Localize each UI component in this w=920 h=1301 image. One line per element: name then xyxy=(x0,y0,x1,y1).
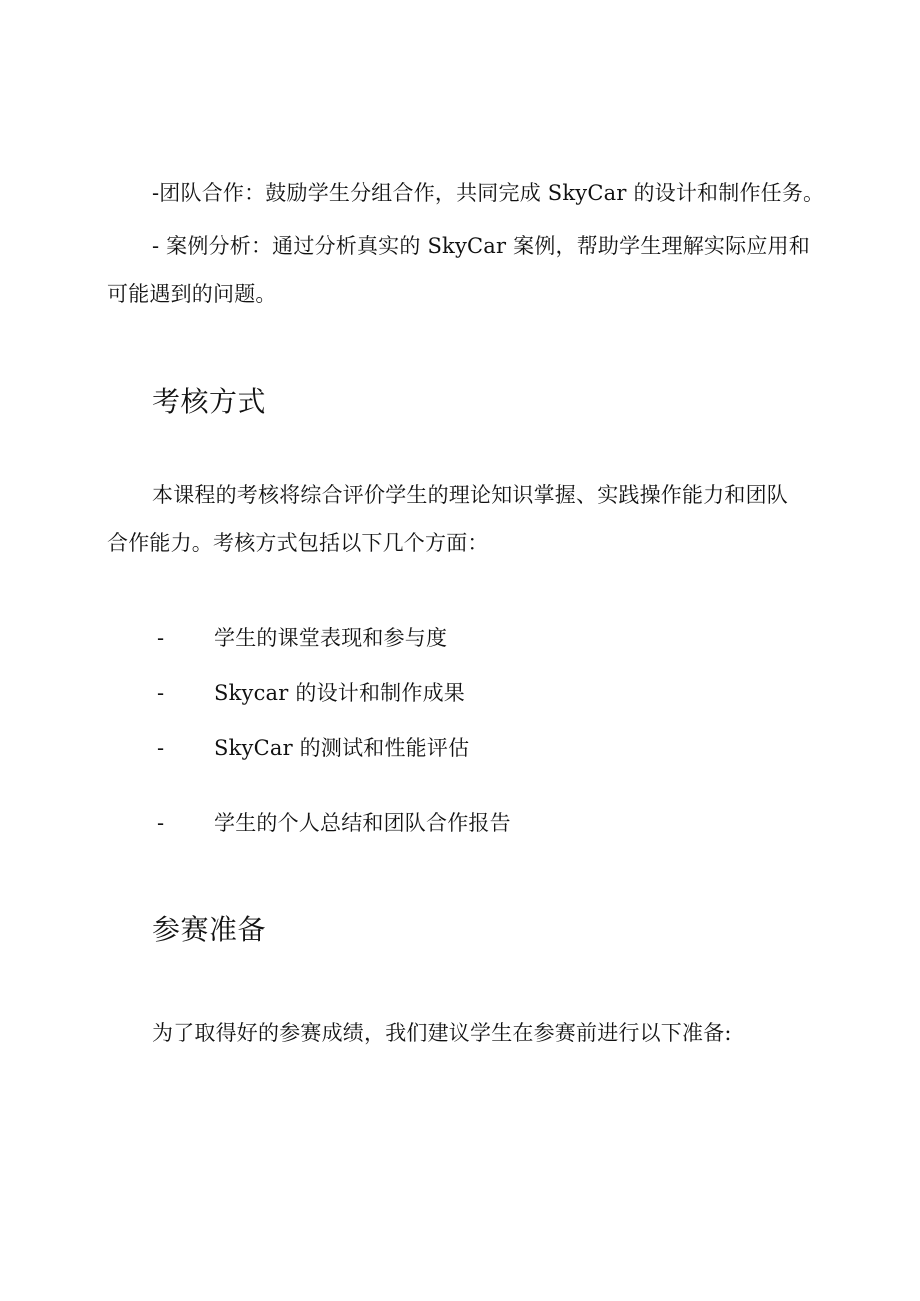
list-item-classroom-performance: 学生的课堂表现和参与度 xyxy=(214,626,448,650)
method-case-analysis-continuation: 可能遇到的问题。 xyxy=(107,282,277,306)
method-case-analysis-line: - 案例分析：通过分析真实的 SkyCar 案例，帮助学生理解实际应用和 xyxy=(152,234,810,258)
list-item-testing-evaluation: SkyCar 的测试和性能评估 xyxy=(214,736,470,760)
method-teamwork-line: -团队合作：鼓励学生分组合作，共同完成 SkyCar 的设计和制作任务。 xyxy=(152,181,825,205)
list-bullet: - xyxy=(157,736,165,760)
preparation-heading: 参赛准备 xyxy=(152,913,267,946)
list-item-design-results: Skycar 的设计和制作成果 xyxy=(214,681,465,705)
list-item-personal-summary: 学生的个人总结和团队合作报告 xyxy=(214,811,511,835)
assessment-heading: 考核方式 xyxy=(152,385,267,418)
list-bullet: - xyxy=(157,811,165,835)
preparation-paragraph-line-1: 为了取得好的参赛成绩，我们建议学生在参赛前进行以下准备: xyxy=(152,1021,732,1045)
assessment-paragraph-line-1: 本课程的考核将综合评价学生的理论知识掌握、实践操作能力和团队 xyxy=(152,483,788,507)
list-bullet: - xyxy=(157,626,165,650)
list-bullet: - xyxy=(157,681,165,705)
assessment-paragraph-line-2: 合作能力。考核方式包括以下几个方面： xyxy=(107,531,489,555)
